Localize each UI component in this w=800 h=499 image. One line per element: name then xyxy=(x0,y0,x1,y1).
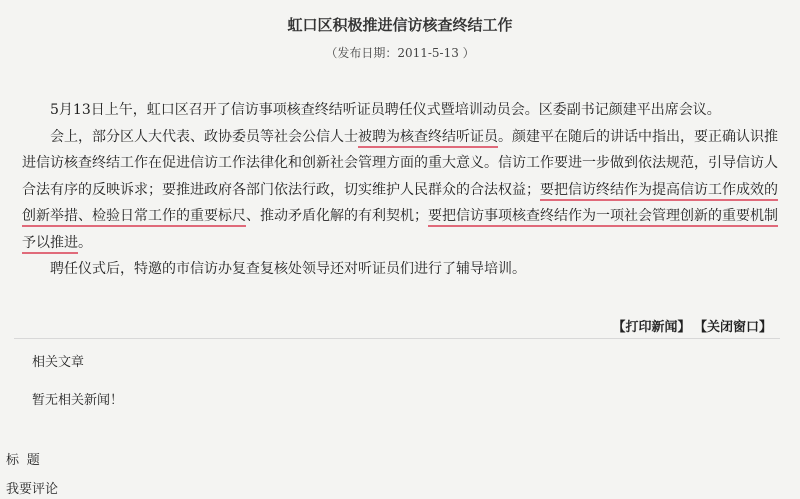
article-text: 会上，部分区人大代表、政协委员等社会公信人士 xyxy=(50,128,358,145)
highlighted-text: 要把信访事项核查终结作为一项社会管理创新的重要机制予以推进 xyxy=(22,208,778,254)
related-articles-title: 相关文章 xyxy=(32,355,85,370)
related-articles-empty: 暂无相关新闻！ xyxy=(32,393,124,408)
article-text: 。 xyxy=(78,234,92,251)
article-text: 、推动矛盾化解的有利契机； xyxy=(246,208,428,224)
article-paragraph-3: 聘任仪式后，特邀的市信访办复查复核处领导还对听证员们进行了辅导培训。 xyxy=(50,261,526,277)
article-paragraph-2 xyxy=(22,124,780,257)
article-actions xyxy=(602,316,772,335)
article-text: 。颜建平在随后的讲话中指出，要正确认识推进信访核查终结工作在促进信访工作法律化和创新社会管理方面的重大意义。信访工作要进一步做到依法规范，引导信访人合法有序的反映诉求；要推进政府各部门依法行政，切实维护人民群众的合法权益； xyxy=(22,128,778,198)
related-articles-panel xyxy=(14,338,780,431)
publish-date: （发布日期：2011-5-13 ） xyxy=(325,46,475,60)
close-window-link[interactable]: 【关闭窗口】 xyxy=(700,320,772,335)
article-paragraph-1: 5月13日上午，虹口区召开了信访事项核查终结听证员聘任仪式暨培训动员会。区委副书记颜建平出席会议。 xyxy=(50,102,721,118)
comment-title-label: 标题 xyxy=(6,453,48,468)
highlighted-text: 要把信访终结作为提高信访工作成效的创新举措、检验日常工作的重要标尺 xyxy=(22,182,778,228)
post-comment-label: 我要评论 xyxy=(6,482,59,497)
page-title: 虹口区积极推进信访核查终结工作 xyxy=(287,16,513,34)
print-news-link[interactable]: 【打印新闻】 xyxy=(612,320,691,335)
highlighted-text: 被聘为核查终结听证员 xyxy=(358,129,498,148)
article-body xyxy=(22,97,780,283)
